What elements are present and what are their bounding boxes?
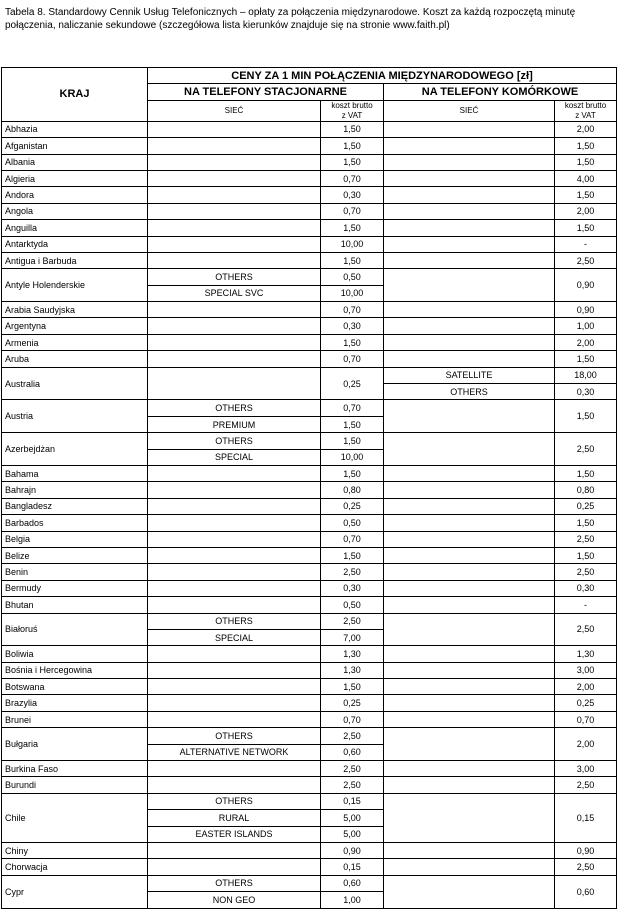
table-row <box>2 498 617 514</box>
fixed-network-cell: OTHERS <box>148 875 321 891</box>
mobile-network-cell <box>384 433 555 466</box>
fixed-network-cell: OTHERS <box>148 269 321 285</box>
fixed-price-cell: 1,50 <box>321 121 384 137</box>
fixed-network-cell: OTHERS <box>148 433 321 449</box>
table-row <box>2 777 617 793</box>
table-row <box>2 597 617 613</box>
mobile-network-cell <box>384 318 555 334</box>
mobile-network-cell <box>384 515 555 531</box>
mobile-price-cell: 2,00 <box>555 121 617 137</box>
fixed-network-cell <box>148 351 321 367</box>
fixed-network-cell: PREMIUM <box>148 416 321 432</box>
mobile-network-cell <box>384 613 555 646</box>
mobile-network-cell <box>384 679 555 695</box>
fixed-price-cell: 5,00 <box>321 810 384 826</box>
country-cell: Brunei <box>2 711 148 727</box>
mobile-network-cell <box>384 334 555 350</box>
table-row <box>2 482 617 498</box>
header-mobile-cost <box>555 100 617 121</box>
fixed-price-cell: 2,50 <box>321 761 384 777</box>
fixed-price-cell: 0,70 <box>321 170 384 186</box>
fixed-price-cell: 0,50 <box>321 269 384 285</box>
table-row <box>2 531 617 547</box>
table-row <box>2 842 617 858</box>
fixed-network-cell <box>148 334 321 350</box>
country-cell: Armenia <box>2 334 148 350</box>
fixed-price-cell: 0,30 <box>321 187 384 203</box>
header-cost-line2: z VAT <box>341 110 363 120</box>
mobile-network-cell <box>384 875 555 908</box>
mobile-network-cell <box>384 154 555 170</box>
fixed-network-cell <box>148 597 321 613</box>
fixed-price-cell: 0,70 <box>321 302 384 318</box>
fixed-price-cell: 2,50 <box>321 564 384 580</box>
table-row <box>2 859 617 875</box>
fixed-price-cell: 0,70 <box>321 531 384 547</box>
country-cell: Cypr <box>2 875 148 908</box>
table-row <box>2 646 617 662</box>
country-cell: Burkina Faso <box>2 761 148 777</box>
header-fixed-cost <box>321 100 384 121</box>
fixed-price-cell: 0,70 <box>321 203 384 219</box>
country-cell: Algieria <box>2 170 148 186</box>
mobile-price-cell: 0,90 <box>555 269 617 302</box>
table-row <box>2 170 617 186</box>
mobile-price-cell: - <box>555 597 617 613</box>
header-fixed-network: SIEĆ <box>148 100 321 121</box>
fixed-price-cell: 0,25 <box>321 695 384 711</box>
fixed-price-cell: 1,50 <box>321 465 384 481</box>
country-cell: Bangladesz <box>2 498 148 514</box>
mobile-network-cell <box>384 203 555 219</box>
country-cell: Antigua i Barbuda <box>2 252 148 268</box>
country-cell: Chiny <box>2 842 148 858</box>
fixed-network-cell: OTHERS <box>148 613 321 629</box>
fixed-network-cell <box>148 547 321 563</box>
table-row <box>2 433 617 449</box>
mobile-network-cell <box>384 138 555 154</box>
table-row <box>2 121 617 137</box>
table-row <box>2 580 617 596</box>
fixed-network-cell <box>148 465 321 481</box>
fixed-network-cell <box>148 203 321 219</box>
mobile-network-cell <box>384 498 555 514</box>
fixed-network-cell <box>148 777 321 793</box>
fixed-price-cell: 1,50 <box>321 416 384 432</box>
mobile-price-cell: 2,50 <box>555 252 617 268</box>
fixed-network-cell <box>148 236 321 252</box>
table-caption: Tabela 8. Standardowy Cennik Usług Telefonicznych – opłaty za połączenia międzynarodowe. Koszt za każdą rozpoczętą minutę połączenia, naliczanie sekundowe (szczegółowa lista kierunków znajduje się na stronie www.faith.pl) <box>5 7 576 31</box>
fixed-price-cell: 1,50 <box>321 154 384 170</box>
table-row <box>2 138 617 154</box>
mobile-network-cell <box>384 531 555 547</box>
table-row <box>2 269 617 285</box>
country-cell: Antarktyda <box>2 236 148 252</box>
fixed-network-cell: SPECIAL <box>148 629 321 645</box>
mobile-network-cell <box>384 465 555 481</box>
fixed-network-cell <box>148 138 321 154</box>
table-row <box>2 334 617 350</box>
fixed-network-cell: SPECIAL <box>148 449 321 465</box>
fixed-network-cell <box>148 154 321 170</box>
country-cell: Chorwacja <box>2 859 148 875</box>
mobile-price-cell: 1,50 <box>555 400 617 433</box>
country-cell: Antyle Holenderskie <box>2 269 148 302</box>
fixed-network-cell <box>148 302 321 318</box>
country-cell: Abhazia <box>2 121 148 137</box>
table-row <box>2 564 617 580</box>
fixed-price-cell: 1,30 <box>321 662 384 678</box>
fixed-network-cell <box>148 564 321 580</box>
fixed-price-cell: 1,50 <box>321 433 384 449</box>
country-cell: Arabia Saudyjska <box>2 302 148 318</box>
table-row <box>2 187 617 203</box>
fixed-network-cell <box>148 679 321 695</box>
mobile-network-cell <box>384 711 555 727</box>
table-row <box>2 465 617 481</box>
table-row <box>2 695 617 711</box>
fixed-price-cell: 0,25 <box>321 367 384 400</box>
country-cell: Aruba <box>2 351 148 367</box>
mobile-price-cell: 1,50 <box>555 515 617 531</box>
fixed-network-cell <box>148 498 321 514</box>
fixed-price-cell: 0,70 <box>321 400 384 416</box>
fixed-price-cell: 10,00 <box>321 236 384 252</box>
mobile-network-cell <box>384 121 555 137</box>
table-row <box>2 400 617 416</box>
header-country: KRAJ <box>2 68 148 122</box>
fixed-price-cell: 0,15 <box>321 793 384 809</box>
mobile-network-cell <box>384 777 555 793</box>
table-row <box>2 252 617 268</box>
table-row <box>2 203 617 219</box>
country-cell: Bahrajn <box>2 482 148 498</box>
mobile-price-cell: 0,90 <box>555 842 617 858</box>
mobile-price-cell: 2,50 <box>555 531 617 547</box>
fixed-network-cell <box>148 859 321 875</box>
header-mobile-network: SIEĆ <box>384 100 555 121</box>
fixed-network-cell <box>148 531 321 547</box>
country-cell: Burundi <box>2 777 148 793</box>
fixed-price-cell: 1,50 <box>321 334 384 350</box>
country-cell: Andora <box>2 187 148 203</box>
mobile-network-cell <box>384 236 555 252</box>
mobile-network-cell <box>384 859 555 875</box>
fixed-network-cell <box>148 252 321 268</box>
fixed-price-cell: 0,25 <box>321 498 384 514</box>
fixed-network-cell: OTHERS <box>148 793 321 809</box>
country-cell: Boliwia <box>2 646 148 662</box>
table-row <box>2 367 617 383</box>
mobile-price-cell: 0,25 <box>555 498 617 514</box>
mobile-network-cell <box>384 842 555 858</box>
mobile-price-cell: 2,50 <box>555 613 617 646</box>
mobile-price-cell: 1,50 <box>555 351 617 367</box>
header-cost-line1: koszt brutto <box>331 100 373 110</box>
fixed-network-cell: NON GEO <box>148 892 321 908</box>
country-cell: Belgia <box>2 531 148 547</box>
country-cell: Azerbejdżan <box>2 433 148 466</box>
fixed-price-cell: 0,60 <box>321 875 384 891</box>
mobile-network-cell <box>384 662 555 678</box>
fixed-price-cell: 1,50 <box>321 252 384 268</box>
table-row <box>2 728 617 744</box>
fixed-network-cell <box>148 170 321 186</box>
fixed-price-cell: 1,30 <box>321 646 384 662</box>
mobile-price-cell: 2,50 <box>555 433 617 466</box>
fixed-network-cell: EASTER ISLANDS <box>148 826 321 842</box>
fixed-network-cell: SPECIAL SVC <box>148 285 321 301</box>
fixed-price-cell: 5,00 <box>321 826 384 842</box>
fixed-price-cell: 10,00 <box>321 285 384 301</box>
mobile-network-cell <box>384 400 555 433</box>
fixed-price-cell: 1,00 <box>321 892 384 908</box>
mobile-network-cell <box>384 580 555 596</box>
mobile-price-cell: 2,00 <box>555 728 617 761</box>
table-row <box>2 515 617 531</box>
fixed-network-cell <box>148 367 321 400</box>
mobile-price-cell: 2,00 <box>555 679 617 695</box>
mobile-network-cell <box>384 252 555 268</box>
country-cell: Bośnia i Hercegowina <box>2 662 148 678</box>
country-cell: Benin <box>2 564 148 580</box>
country-cell: Austria <box>2 400 148 433</box>
fixed-network-cell <box>148 711 321 727</box>
mobile-network-cell <box>384 302 555 318</box>
table-row <box>2 318 617 334</box>
mobile-price-cell: 4,00 <box>555 170 617 186</box>
mobile-price-cell: 1,30 <box>555 646 617 662</box>
mobile-price-cell: 3,00 <box>555 761 617 777</box>
mobile-network-cell <box>384 646 555 662</box>
fixed-price-cell: 0,30 <box>321 318 384 334</box>
mobile-price-cell: 1,50 <box>555 138 617 154</box>
country-cell: Botswana <box>2 679 148 695</box>
fixed-price-cell: 0,50 <box>321 597 384 613</box>
mobile-price-cell: 2,50 <box>555 564 617 580</box>
fixed-network-cell <box>148 187 321 203</box>
fixed-network-cell <box>148 662 321 678</box>
table-row <box>2 662 617 678</box>
fixed-network-cell: ALTERNATIVE NETWORK <box>148 744 321 760</box>
mobile-price-cell: 0,15 <box>555 793 617 842</box>
mobile-price-cell: 1,50 <box>555 465 617 481</box>
fixed-price-cell: 2,50 <box>321 777 384 793</box>
mobile-network-cell <box>384 695 555 711</box>
mobile-price-cell: 0,30 <box>555 580 617 596</box>
fixed-price-cell: 7,00 <box>321 629 384 645</box>
fixed-price-cell: 2,50 <box>321 613 384 629</box>
table-row <box>2 793 617 809</box>
fixed-price-cell: 2,50 <box>321 728 384 744</box>
fixed-price-cell: 0,70 <box>321 711 384 727</box>
mobile-price-cell: 1,50 <box>555 220 617 236</box>
country-cell: Brazylia <box>2 695 148 711</box>
mobile-price-cell: 1,00 <box>555 318 617 334</box>
table-row <box>2 236 617 252</box>
mobile-network-cell <box>384 564 555 580</box>
price-table <box>1 67 617 909</box>
header-fixed: NA TELEFONY STACJONARNE <box>148 84 384 100</box>
fixed-network-cell <box>148 646 321 662</box>
country-cell: Albania <box>2 154 148 170</box>
mobile-price-cell: 1,50 <box>555 154 617 170</box>
mobile-network-cell: OTHERS <box>384 384 555 400</box>
mobile-price-cell: 0,30 <box>555 384 617 400</box>
mobile-price-cell: 2,50 <box>555 859 617 875</box>
country-cell: Bułgaria <box>2 728 148 761</box>
country-cell: Afganistan <box>2 138 148 154</box>
country-cell: Białoruś <box>2 613 148 646</box>
fixed-network-cell: OTHERS <box>148 400 321 416</box>
country-cell: Angola <box>2 203 148 219</box>
country-cell: Australia <box>2 367 148 400</box>
fixed-network-cell <box>148 121 321 137</box>
country-cell: Bahama <box>2 465 148 481</box>
mobile-price-cell: 3,00 <box>555 662 617 678</box>
country-cell: Bhutan <box>2 597 148 613</box>
mobile-price-cell: 18,00 <box>555 367 617 383</box>
fixed-network-cell <box>148 695 321 711</box>
fixed-price-cell: 0,30 <box>321 580 384 596</box>
table-row <box>2 761 617 777</box>
fixed-price-cell: 10,00 <box>321 449 384 465</box>
mobile-price-cell: 1,50 <box>555 187 617 203</box>
fixed-price-cell: 0,50 <box>321 515 384 531</box>
country-cell: Anguilla <box>2 220 148 236</box>
table-row <box>2 711 617 727</box>
fixed-price-cell: 0,15 <box>321 859 384 875</box>
fixed-network-cell <box>148 842 321 858</box>
header-cost-line2: z VAT <box>575 110 596 120</box>
mobile-price-cell: 0,80 <box>555 482 617 498</box>
mobile-network-cell <box>384 220 555 236</box>
fixed-price-cell: 1,50 <box>321 220 384 236</box>
mobile-network-cell <box>384 482 555 498</box>
country-cell: Bermudy <box>2 580 148 596</box>
fixed-price-cell: 0,60 <box>321 744 384 760</box>
country-cell: Argentyna <box>2 318 148 334</box>
country-cell: Belize <box>2 547 148 563</box>
fixed-network-cell: OTHERS <box>148 728 321 744</box>
mobile-network-cell <box>384 761 555 777</box>
table-row <box>2 547 617 563</box>
header-cost-line1: koszt brutto <box>564 100 607 110</box>
mobile-network-cell <box>384 597 555 613</box>
mobile-network-cell <box>384 351 555 367</box>
header-title: CENY ZA 1 MIN POŁĄCZENIA MIĘDZYNARODOWEGO [zł] <box>148 68 617 84</box>
mobile-network-cell <box>384 187 555 203</box>
mobile-network-cell: SATELLITE <box>384 367 555 383</box>
country-cell: Barbados <box>2 515 148 531</box>
fixed-network-cell <box>148 761 321 777</box>
mobile-price-cell: 0,90 <box>555 302 617 318</box>
table-row <box>2 351 617 367</box>
table-row <box>2 302 617 318</box>
fixed-network-cell <box>148 220 321 236</box>
mobile-network-cell <box>384 793 555 842</box>
header-mobile: NA TELEFONY KOMÓRKOWE <box>384 84 617 100</box>
mobile-price-cell: 2,00 <box>555 334 617 350</box>
fixed-price-cell: 1,50 <box>321 547 384 563</box>
fixed-price-cell: 0,80 <box>321 482 384 498</box>
fixed-network-cell: RURAL <box>148 810 321 826</box>
mobile-price-cell: 1,50 <box>555 547 617 563</box>
table-row <box>2 613 617 629</box>
mobile-price-cell: - <box>555 236 617 252</box>
table-row <box>2 679 617 695</box>
mobile-price-cell: 2,00 <box>555 203 617 219</box>
table-header <box>2 68 617 122</box>
mobile-price-cell: 0,60 <box>555 875 617 908</box>
fixed-network-cell <box>148 515 321 531</box>
fixed-price-cell: 1,50 <box>321 138 384 154</box>
mobile-price-cell: 2,50 <box>555 777 617 793</box>
fixed-price-cell: 0,90 <box>321 842 384 858</box>
table-row <box>2 875 617 891</box>
table-row <box>2 220 617 236</box>
fixed-price-cell: 0,70 <box>321 351 384 367</box>
mobile-price-cell: 0,25 <box>555 695 617 711</box>
table-row <box>2 154 617 170</box>
mobile-network-cell <box>384 170 555 186</box>
table-body <box>2 121 617 908</box>
mobile-network-cell <box>384 728 555 761</box>
country-cell: Chile <box>2 793 148 842</box>
fixed-network-cell <box>148 482 321 498</box>
mobile-price-cell: 0,70 <box>555 711 617 727</box>
mobile-network-cell <box>384 547 555 563</box>
fixed-price-cell: 1,50 <box>321 679 384 695</box>
fixed-network-cell <box>148 580 321 596</box>
mobile-network-cell <box>384 269 555 302</box>
fixed-network-cell <box>148 318 321 334</box>
